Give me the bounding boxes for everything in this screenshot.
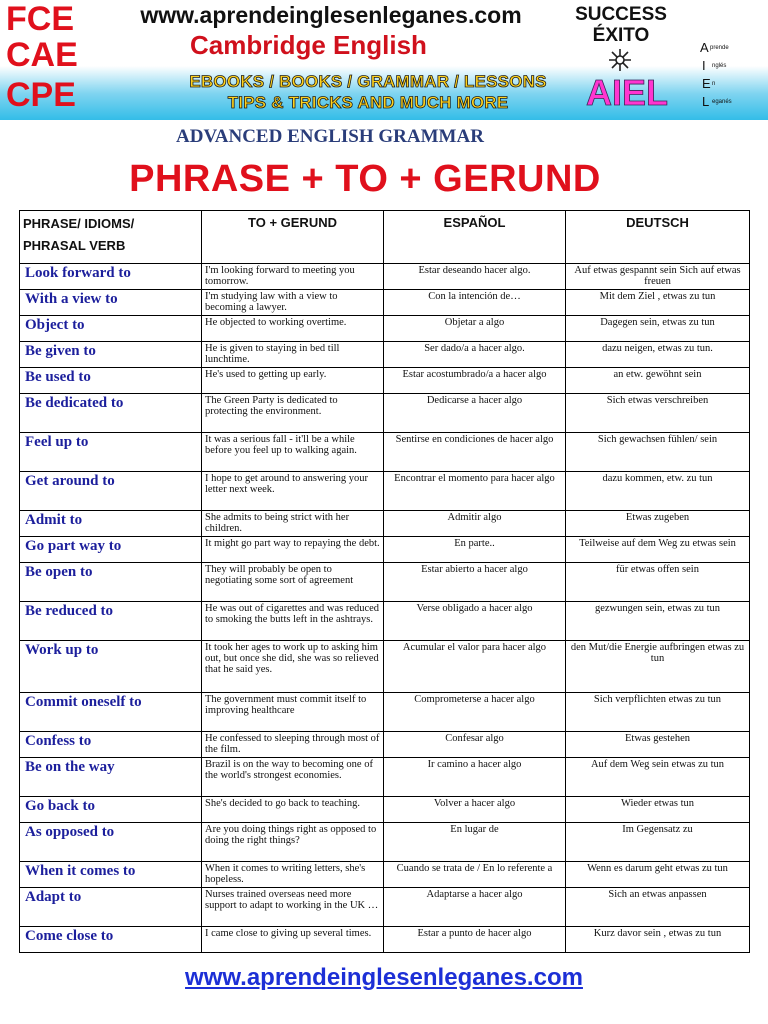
example-cell: The government must commit itself to improving healthcare (202, 693, 384, 732)
example-cell: They will probably be open to negotiating some sort of agreement (202, 563, 384, 602)
acronym-letter: L (702, 94, 710, 109)
table-row (20, 433, 750, 472)
spanish-cell: En parte.. (384, 537, 566, 563)
table-row (20, 888, 750, 927)
header-phrase (20, 211, 202, 264)
example-cell: I'm studying law with a view to becoming a lawyer. (202, 290, 384, 316)
german-cell: Sich etwas verschreiben (566, 394, 750, 433)
table-row (20, 797, 750, 823)
german-cell: Kurz davor sein , etwas zu tun (566, 927, 750, 953)
phrase-cell: Get around to (20, 472, 202, 511)
example-cell: Nurses trained overseas need more support to adapt to working in the UK … (202, 888, 384, 927)
german-cell: Mit dem Ziel , etwas zu tun (566, 290, 750, 316)
table-row (20, 316, 750, 342)
german-cell: Teilweise auf dem Weg zu etwas sein (566, 537, 750, 563)
phrase-cell: Adapt to (20, 888, 202, 927)
table-row (20, 511, 750, 537)
spanish-cell: Ir camino a hacer algo (384, 758, 566, 797)
table-row (20, 602, 750, 641)
phrase-cell: Be reduced to (20, 602, 202, 641)
example-cell: It might go part way to repaying the debt. (202, 537, 384, 563)
spanish-cell: Volver a hacer algo (384, 797, 566, 823)
table-row (20, 537, 750, 563)
german-cell: Auf etwas gespannt sein Sich auf etwas freuen (566, 264, 750, 290)
phrase-cell: Work up to (20, 641, 202, 693)
example-cell: He objected to working overtime. (202, 316, 384, 342)
phrase-cell: Look forward to (20, 264, 202, 290)
phrase-cell: When it comes to (20, 862, 202, 888)
acronym-word: prende (710, 45, 729, 51)
example-cell: Are you doing things right as opposed to doing the right things? (202, 823, 384, 862)
german-cell: gezwungen sein, etwas zu tun (566, 602, 750, 641)
german-cell: Wieder etwas tun (566, 797, 750, 823)
german-cell: Wenn es darum geht etwas zu tun (566, 862, 750, 888)
brand-cpe: CPE (6, 76, 76, 114)
page-title: PHRASE + TO + GERUND (129, 158, 601, 200)
german-cell: den Mut/die Energie aufbringen etwas zu tun (566, 641, 750, 693)
german-cell: Sich an etwas anpassen (566, 888, 750, 927)
example-cell: When it comes to writing letters, she's hopeless. (202, 862, 384, 888)
spanish-cell: Cuando se trata de / En lo referente a (384, 862, 566, 888)
cambridge-english-title: Cambridge English (190, 30, 427, 60)
tagline-ebooks: EBOOKS / BOOKS / GRAMMAR / LESSONS (189, 72, 547, 91)
spanish-cell: Encontrar el momento para hacer algo (384, 472, 566, 511)
footer-site-url[interactable]: www.aprendeinglesenleganes.com (185, 964, 583, 991)
spanish-cell: Estar a punto de hacer algo (384, 927, 566, 953)
example-cell: I hope to get around to answering your letter next week. (202, 472, 384, 511)
star-icon (608, 48, 632, 72)
brand-fce: FCE (6, 0, 74, 38)
phrase-cell: Be dedicated to (20, 394, 202, 433)
german-cell: dazu neigen, etwas zu tun. (566, 342, 750, 368)
german-cell: Auf dem Weg sein etwas zu tun (566, 758, 750, 797)
phrase-cell: Come close to (20, 927, 202, 953)
table-row (20, 342, 750, 368)
spanish-cell: Comprometerse a hacer algo (384, 693, 566, 732)
acronym-word: eganés (712, 99, 732, 105)
acronym-word: nglés (712, 63, 727, 69)
phrase-cell: Feel up to (20, 433, 202, 472)
spanish-cell: Estar deseando hacer algo. (384, 264, 566, 290)
phrase-cell: Go part way to (20, 537, 202, 563)
header-deutsch: DEUTSCH (566, 211, 750, 264)
spanish-cell: Estar acostumbrado/a a hacer algo (384, 368, 566, 394)
table-row (20, 927, 750, 953)
example-cell: The Green Party is dedicated to protecting the environment. (202, 394, 384, 433)
aiel-acronym (700, 40, 766, 120)
german-cell: Etwas gestehen (566, 732, 750, 758)
spanish-cell: Estar abierto a hacer algo (384, 563, 566, 602)
german-cell: Dagegen sein, etwas zu tun (566, 316, 750, 342)
header-phrase-line1: PHRASE/ IDIOMS/ (23, 216, 135, 231)
table-row (20, 732, 750, 758)
header-banner (0, 0, 768, 120)
german-cell: Etwas zugeben (566, 511, 750, 537)
table-row (20, 290, 750, 316)
table-row (20, 862, 750, 888)
phrase-cell: Confess to (20, 732, 202, 758)
spanish-cell: Dedicarse a hacer algo (384, 394, 566, 433)
header-phrase-line2: PHRASAL VERB (23, 238, 126, 253)
header-site-url[interactable]: www.aprendeinglesenleganes.com (140, 2, 522, 28)
phrase-cell: Be used to (20, 368, 202, 394)
german-cell: Sich gewachsen fühlen/ sein (566, 433, 750, 472)
spanish-cell: En lugar de (384, 823, 566, 862)
acronym-letter: I (702, 58, 706, 73)
acronym-letter: A (700, 40, 709, 55)
header-to-gerund: TO + GERUND (202, 211, 384, 264)
example-cell: He was out of cigarettes and was reduced to smoking the butts left in the ashtrays. (202, 602, 384, 641)
example-cell: He confessed to sleeping through most of the film. (202, 732, 384, 758)
page-subtitle: ADVANCED ENGLISH GRAMMAR (176, 126, 484, 147)
table-row (20, 563, 750, 602)
table-row (20, 823, 750, 862)
phrase-cell: Be given to (20, 342, 202, 368)
german-cell: an etw. gewöhnt sein (566, 368, 750, 394)
example-cell: It took her ages to work up to asking him out, but once she did, she was so relieved that he said yes. (202, 641, 384, 693)
table-row (20, 394, 750, 433)
phrase-cell: Admit to (20, 511, 202, 537)
table-row (20, 758, 750, 797)
table-header-row (20, 211, 750, 264)
spanish-cell: Acumular el valor para hacer algo (384, 641, 566, 693)
table-row (20, 472, 750, 511)
phrase-cell: With a view to (20, 290, 202, 316)
phrase-cell: As opposed to (20, 823, 202, 862)
tagline-tips: TIPS & TRICKS AND MUCH MORE (227, 93, 509, 112)
phrase-cell: Be on the way (20, 758, 202, 797)
table-row (20, 264, 750, 290)
success-label: SUCCESS (575, 4, 667, 25)
acronym-word: n (712, 81, 716, 87)
table-row (20, 368, 750, 394)
table-row (20, 693, 750, 732)
grammar-table (19, 210, 750, 953)
exito-label: ÉXITO (592, 25, 650, 46)
example-cell: I came close to giving up several times. (202, 927, 384, 953)
german-cell: Im Gegensatz zu (566, 823, 750, 862)
aiel-logo: AIEL (586, 72, 669, 113)
acronym-letter: E (702, 76, 711, 91)
spanish-cell: Objetar a algo (384, 316, 566, 342)
example-cell: Brazil is on the way to becoming one of the world's strongest economies. (202, 758, 384, 797)
phrase-cell: Commit oneself to (20, 693, 202, 732)
phrase-cell: Object to (20, 316, 202, 342)
german-cell: für etwas offen sein (566, 563, 750, 602)
example-cell: She admits to being strict with her children. (202, 511, 384, 537)
german-cell: Sich verpflichten etwas zu tun (566, 693, 750, 732)
phrase-cell: Be open to (20, 563, 202, 602)
spanish-cell: Verse obligado a hacer algo (384, 602, 566, 641)
table-row (20, 641, 750, 693)
spanish-cell: Confesar algo (384, 732, 566, 758)
example-cell: She's decided to go back to teaching. (202, 797, 384, 823)
german-cell: dazu kommen, etw. zu tun (566, 472, 750, 511)
spanish-cell: Ser dado/a a hacer algo. (384, 342, 566, 368)
example-cell: He is given to staying in bed till lunchtime. (202, 342, 384, 368)
example-cell: I'm looking forward to meeting you tomorrow. (202, 264, 384, 290)
header-espanol: ESPAÑOL (384, 211, 566, 264)
spanish-cell: Adaptarse a hacer algo (384, 888, 566, 927)
example-cell: It was a serious fall - it'll be a while before you feel up to walking again. (202, 433, 384, 472)
spanish-cell: Admitir algo (384, 511, 566, 537)
spanish-cell: Con la intención de… (384, 290, 566, 316)
phrase-cell: Go back to (20, 797, 202, 823)
example-cell: He's used to getting up early. (202, 368, 384, 394)
brand-cae: CAE (6, 36, 78, 74)
spanish-cell: Sentirse en condiciones de hacer algo (384, 433, 566, 472)
